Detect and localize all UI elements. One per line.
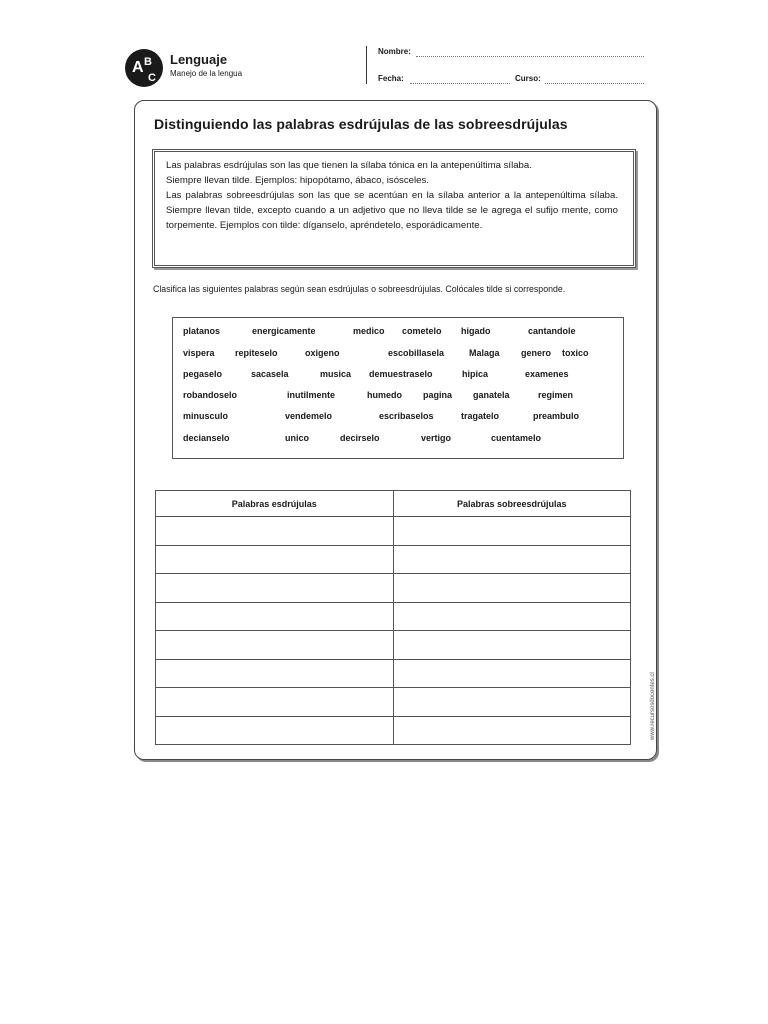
svg-text:B: B (144, 56, 152, 68)
word-item: humedo (367, 390, 402, 400)
word-item: decianselo (183, 433, 230, 443)
answer-cell[interactable] (393, 659, 631, 688)
answer-cell[interactable] (156, 688, 394, 717)
table-row (156, 602, 631, 631)
word-item: repiteselo (235, 348, 278, 358)
word-item: inutilmente (287, 390, 336, 400)
answer-cell[interactable] (156, 659, 394, 688)
answer-cell[interactable] (156, 716, 394, 745)
table-row (156, 574, 631, 603)
word-item: platanos (183, 326, 221, 336)
source-url: www.recursosdocentes.cl (650, 672, 656, 740)
answer-cell[interactable] (156, 545, 394, 574)
answer-cell[interactable] (393, 517, 631, 546)
definition-text (166, 158, 618, 233)
word-item: cuentamelo (491, 433, 542, 443)
word-item: musica (320, 369, 352, 379)
word-item: Malaga (469, 348, 500, 358)
word-item: medico (353, 326, 385, 336)
word-bank (172, 317, 624, 459)
answer-cell[interactable] (393, 631, 631, 660)
word-item: preambulo (533, 411, 580, 421)
word-item: tragatelo (461, 411, 500, 421)
table-row (156, 688, 631, 717)
column-header-sobreesdrujulas: Palabras sobreesdrújulas (393, 491, 631, 517)
word-item: escobillasela (388, 348, 445, 358)
word-item: cantandole (528, 326, 576, 336)
date-label: Fecha: (378, 74, 404, 83)
answer-cell[interactable] (393, 545, 631, 574)
word-item: oxigeno (305, 348, 340, 358)
name-label: Nombre: (378, 47, 411, 56)
table-row (156, 659, 631, 688)
word-item: regimen (538, 390, 574, 400)
word-item: examenes (525, 369, 569, 379)
word-item: demuestraselo (369, 369, 433, 379)
svg-text:A: A (132, 59, 144, 76)
answer-cell[interactable] (393, 688, 631, 717)
table-row (156, 631, 631, 660)
definition-line: Las palabras sobreesdrújulas son las que se acentúan en la sílaba anterior a la antepenúltima sílaba. Siempre llevan tilde, excepto cuando a un adjetivo que no lleva tilde se le agrega el sufijo mente, como torpemente. Ejemplos con tilde: díganselo, apréndetelo, esporádicamente. (166, 190, 618, 231)
answer-cell[interactable] (393, 716, 631, 745)
definition-line: Siempre llevan tilde. Ejemplos: hipopótamo, ábaco, isósceles. (166, 175, 429, 186)
classification-table (155, 490, 631, 745)
table-row (156, 716, 631, 745)
course-label: Curso: (515, 74, 541, 83)
word-item: ganatela (473, 390, 510, 400)
word-item: higado (461, 326, 491, 336)
abc-logo (124, 48, 164, 88)
answer-cell[interactable] (393, 602, 631, 631)
word-item: decirselo (340, 433, 380, 443)
word-item: genero (521, 348, 552, 358)
answer-cell[interactable] (156, 631, 394, 660)
answer-cell[interactable] (156, 602, 394, 631)
word-item: cometelo (402, 326, 442, 336)
word-item: toxico (562, 348, 589, 358)
subject-title: Lenguaje (170, 52, 228, 67)
word-item: vendemelo (285, 411, 333, 421)
answer-cell[interactable] (393, 574, 631, 603)
header-divider (366, 46, 367, 84)
word-item: unico (285, 433, 309, 443)
word-item: energicamente (252, 326, 316, 336)
word-item: vertigo (421, 433, 452, 443)
table-row (156, 545, 631, 574)
subject-subtitle: Manejo de la lengua (170, 69, 243, 78)
word-item: vispera (183, 348, 215, 358)
word-item: escribaselos (379, 411, 434, 421)
word-item: sacasela (251, 369, 289, 379)
name-field[interactable] (416, 48, 644, 57)
answer-cell[interactable] (156, 517, 394, 546)
worksheet-title: Distinguiendo las palabras esdrújulas de las sobreesdrújulas (154, 116, 568, 132)
word-item: hipica (462, 369, 489, 379)
word-item: pegaselo (183, 369, 223, 379)
svg-text:C: C (148, 72, 156, 84)
word-item: pagina (423, 390, 453, 400)
instruction-text: Clasifica las siguientes palabras según sean esdrújulas o sobreesdrújulas. Colócales tilde si corresponde. (153, 284, 566, 294)
answer-cell[interactable] (156, 574, 394, 603)
date-field[interactable] (410, 75, 510, 84)
table-row (156, 517, 631, 546)
word-item: minusculo (183, 411, 229, 421)
course-field[interactable] (545, 75, 644, 84)
definition-line: Las palabras esdrújulas son las que tienen la sílaba tónica en la antepenúltima sílaba. (166, 160, 532, 171)
word-item: robandoselo (183, 390, 238, 400)
column-header-esdrujulas: Palabras esdrújulas (156, 491, 394, 517)
